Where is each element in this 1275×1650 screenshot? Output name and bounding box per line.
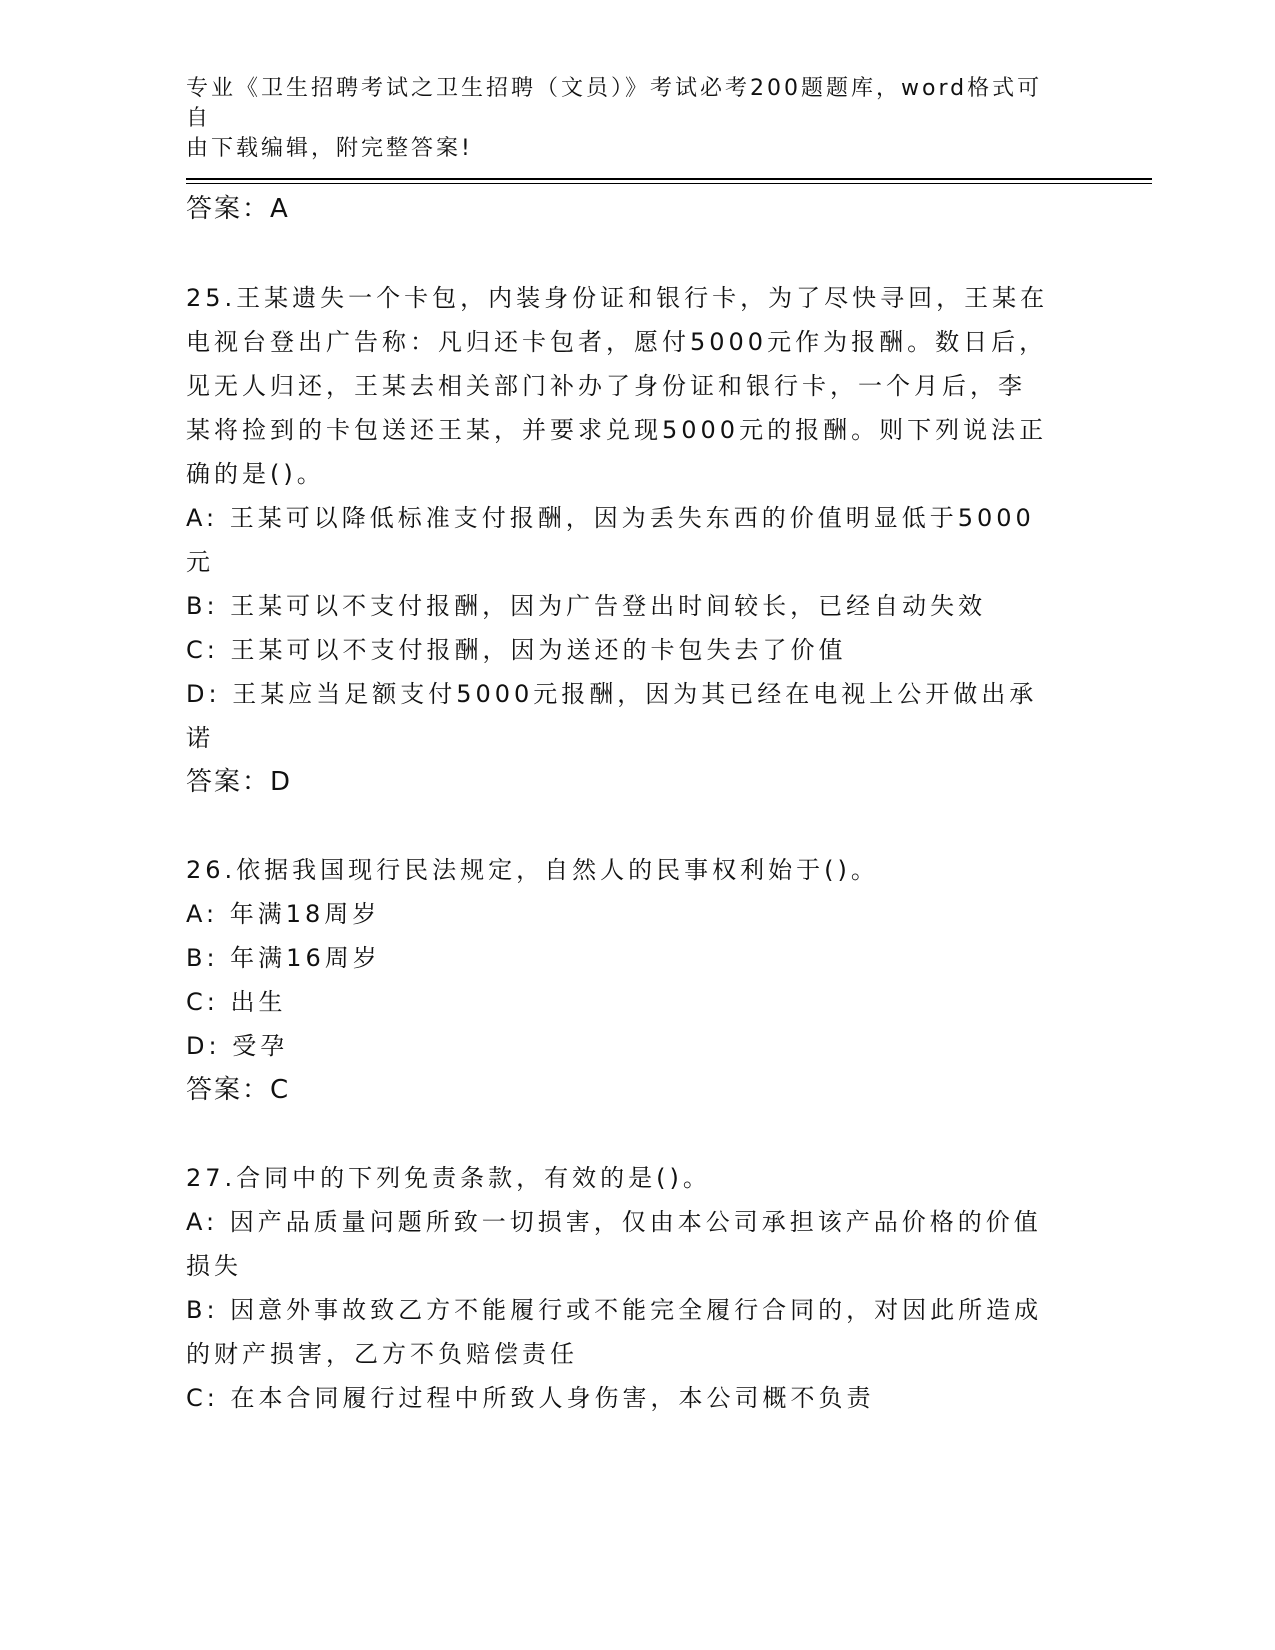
q27-option-c: C: 在本合同履行过程中所致人身伤害，本公司概不负责 [186,1384,875,1412]
header-divider-thin [186,183,1152,184]
q27-question: 27.合同中的下列免责条款，有效的是()。 [186,1164,711,1192]
q27-option-a-line-2: 损失 [186,1252,242,1280]
document-header [186,74,1066,164]
q26-answer: 答案：C [186,1075,291,1105]
q25-text-line-4: 某将捡到的卡包送还王某，并要求兑现5000元的报酬。则下列说法正 [186,416,1048,444]
q25-option-c: C: 王某可以不支付报酬，因为送还的卡包失去了价值 [186,636,847,664]
q25-text-line-3: 见无人归还，王某去相关部门补办了身份证和银行卡，一个月后，李 [186,372,1026,400]
q26-option-a: A: 年满18周岁 [186,900,381,928]
q26-option-d: D: 受孕 [186,1032,289,1060]
q27-option-a-line-1: A: 因产品质量问题所致一切损害，仅由本公司承担该产品价格的价值 [186,1208,1042,1236]
q25-option-a-line-2: 元 [186,548,214,576]
q25-text-line-2: 电视台登出广告称：凡归还卡包者，愿付5000元作为报酬。数日后， [186,328,1048,356]
q26-option-c: C: 出生 [186,988,287,1016]
q25-option-d-line-1: D: 王某应当足额支付5000元报酬，因为其已经在电视上公开做出承 [186,680,1038,708]
previous-answer: 答案：A [186,194,290,224]
header-line-2: 由下载编辑，附完整答案! [186,136,473,161]
q26-question: 26.依据我国现行民法规定，自然人的民事权利始于()。 [186,856,879,884]
q27-option-b-line-1: B: 因意外事故致乙方不能履行或不能完全履行合同的，对因此所造成 [186,1296,1043,1324]
q25-answer: 答案：D [186,767,293,797]
header-line-1: 专业《卫生招聘考试之卫生招聘（文员）》考试必考200题题库，word格式可自 [186,76,1043,131]
q25-option-a-line-1: A: 王某可以降低标准支付报酬，因为丢失东西的价值明显低于5000 [186,504,1035,532]
q25-option-d-line-2: 诺 [186,724,214,752]
q25-text-line-5: 确的是()。 [186,460,325,488]
q25-text-line-1: 25.王某遗失一个卡包，内装身份证和银行卡，为了尽快寻回，王某在 [186,284,1049,312]
q26-option-b: B: 年满16周岁 [186,944,381,972]
q27-option-b-line-2: 的财产损害，乙方不负赔偿责任 [186,1340,578,1368]
header-divider-thick [186,178,1152,180]
q25-option-b: B: 王某可以不支付报酬，因为广告登出时间较长，已经自动失效 [186,592,987,620]
